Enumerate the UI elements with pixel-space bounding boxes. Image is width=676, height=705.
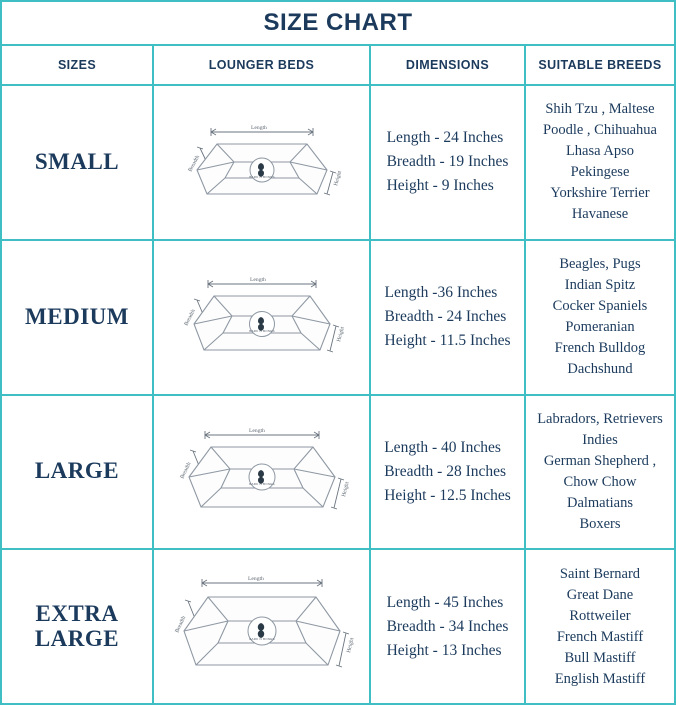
dimensions-cell [371, 550, 526, 703]
breeds-cell [526, 241, 674, 394]
svg-text:BARK N BONES: BARK N BONES [248, 174, 275, 179]
size-cell [2, 550, 154, 703]
svg-text:Length: Length [250, 124, 267, 131]
size-label: EXTRA LARGE [34, 600, 120, 651]
dimensions-cell [371, 396, 526, 549]
column-header-sizes: SIZES [2, 46, 154, 84]
breeds-cell [526, 86, 674, 239]
svg-text:BARK N BONES: BARK N BONES [248, 636, 275, 641]
bed-svg-large [167, 413, 357, 531]
lounger-bed-drawing [160, 110, 363, 215]
svg-text:Breadth: Breadth [186, 154, 201, 173]
dimensions-text: Length -36 Inches Breadth - 24 Inches Height - 11.5 Inches [384, 284, 511, 350]
svg-text:Length: Length [249, 277, 266, 284]
column-header-suitable-breeds: SUITABLE BREEDS [538, 58, 662, 72]
chart-title-row [2, 2, 674, 46]
dimensions-cell [371, 86, 526, 239]
svg-text:Height: Height [345, 636, 355, 654]
bed-illustration-cell [154, 396, 371, 549]
size-cell [2, 86, 154, 239]
svg-text:Breadth: Breadth [178, 461, 193, 480]
table-row [2, 396, 674, 551]
size-cell [2, 396, 154, 549]
bed-illustration-cell [154, 550, 371, 703]
lounger-bed-drawing [160, 413, 363, 531]
bed-illustration-cell [154, 241, 371, 394]
dimensions-text: Length - 24 Inches Breadth - 19 Inches Height - 9 Inches [386, 129, 509, 195]
table-header-row [2, 46, 674, 86]
breeds-text: Labradors, Retrievers Indies German Shepherd , Chow Chow Dalmatians Boxers [537, 410, 663, 532]
breeds-text: Shih Tzu , Maltese Poodle , Chihuahua Lhasa Apso Pekingese Yorkshire Terrier Havanese [543, 101, 657, 223]
table-row [2, 550, 674, 703]
table-row [2, 241, 674, 396]
svg-text:Height: Height [335, 326, 346, 343]
bed-svg-small [177, 110, 347, 215]
svg-text:Length: Length [248, 427, 265, 434]
svg-text:BARK N BONES: BARK N BONES [248, 481, 275, 486]
bed-svg-extra-large [162, 563, 362, 691]
breeds-text: Beagles, Pugs Indian Spitz Cocker Spaniels Pomeranian French Bulldog Dachshund [552, 256, 648, 378]
table-row [2, 86, 674, 241]
svg-text:Height: Height [340, 481, 351, 498]
bed-svg-medium [172, 262, 352, 372]
size-label: LARGE [34, 458, 120, 484]
size-label: MEDIUM [25, 303, 129, 329]
breeds-cell [526, 396, 674, 549]
dimensions-cell [371, 241, 526, 394]
table-body [2, 86, 674, 703]
column-header-dimensions: DIMENSIONS [371, 46, 526, 84]
svg-text:Height: Height [332, 170, 343, 187]
breeds-text: Saint Bernard Great Dane Rottweiler French Mastiff Bull Mastiff English Mastiff [554, 565, 646, 687]
bed-illustration-cell [154, 86, 371, 239]
column-header-lounger-beds: LOUNGER BEDS [154, 46, 371, 84]
dimensions-text: Length - 45 Inches Breadth - 34 Inches Height - 13 Inches [386, 593, 509, 659]
lounger-bed-drawing [160, 563, 363, 691]
svg-text:Breadth: Breadth [182, 308, 197, 328]
svg-text:Length: Length [247, 575, 264, 582]
dimensions-text: Length - 40 Inches Breadth - 28 Inches Height - 12.5 Inches [384, 438, 511, 504]
page-title: SIZE CHART [263, 9, 413, 36]
size-label: SMALL [34, 148, 120, 174]
svg-text:Breadth: Breadth [173, 614, 187, 634]
size-cell [2, 241, 154, 394]
svg-text:BARK N BONES: BARK N BONES [248, 329, 275, 334]
breeds-cell [526, 550, 674, 703]
lounger-bed-drawing [160, 262, 363, 372]
